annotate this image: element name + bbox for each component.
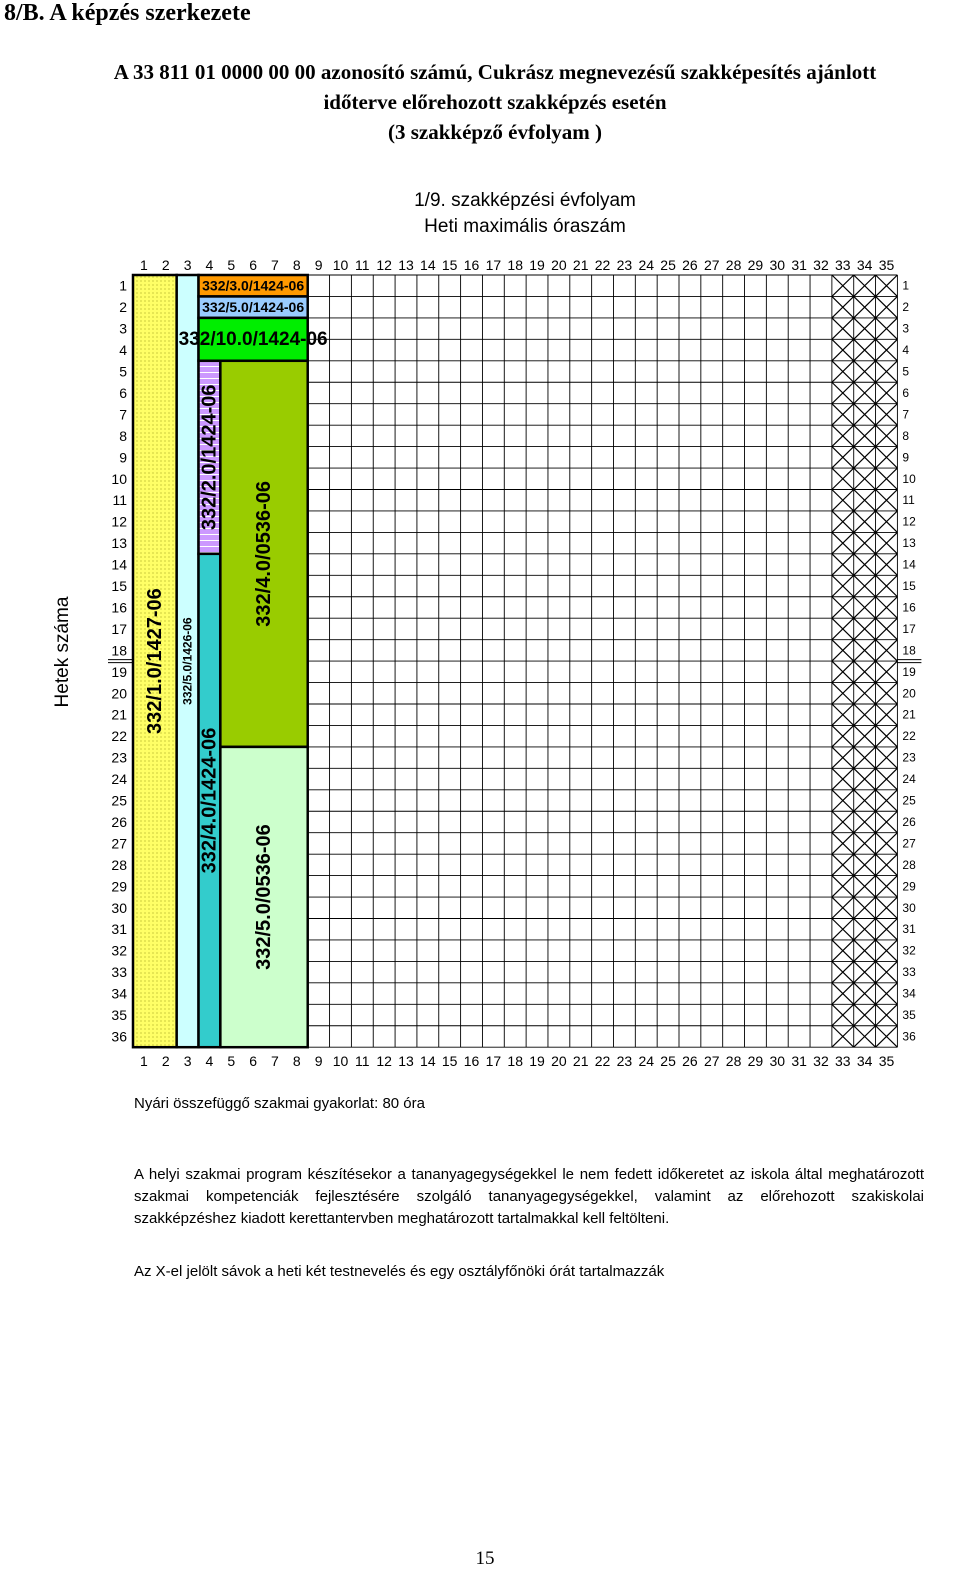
row-label-right: 26 [902,814,916,829]
column-label-top: 10 [332,257,349,273]
column-label-bottom: 23 [616,1053,633,1070]
column-label-top: 28 [725,257,742,273]
row-label-left: 31 [111,921,127,938]
row-label-left: 19 [111,663,127,680]
column-label-top: 24 [638,257,655,273]
row-label-left: 6 [119,384,127,401]
column-label-top: 17 [485,257,502,273]
column-label-bottom: 21 [572,1053,589,1070]
column-label-bottom: 9 [314,1053,323,1070]
row-label-left: 27 [111,835,127,852]
row-label-right: 20 [902,686,916,701]
column-label-bottom: 20 [551,1053,567,1070]
row-label-left: 9 [119,449,127,466]
note-paragraph-1: A helyi szakmai program készítésekor a tananyagegységekkel le nem fedett időkeretet az iskola által meghatározott szakmai kompetenciák fejlesztésére szolgáló tananyagegységekkel, valamint az előrehozott szakiskolai szakképzéshez kiadott kerettantervben meghatározott tartalmakkal kell feltölteni. [134,1166,924,1227]
page-number: 15 [475,1548,495,1569]
column-label-bottom: 34 [856,1053,873,1070]
row-label-right: 36 [902,1029,916,1044]
column-label-bottom: 7 [271,1053,279,1070]
row-label-left: 23 [111,749,127,766]
column-label-bottom: 16 [463,1053,480,1070]
column-label-top: 34 [856,257,873,273]
column-label-bottom: 32 [813,1053,829,1070]
column-label-top: 29 [747,257,764,273]
row-label-right: 22 [902,729,916,744]
column-label-top: 7 [271,257,279,273]
row-label-left: 24 [111,771,127,788]
row-label-right: 7 [902,407,910,422]
grid-title-line2: Heti maximális óraszám [424,216,626,237]
column-label-top: 8 [292,257,301,273]
row-label-left: 5 [119,363,127,380]
row-label-left: 11 [112,492,127,509]
row-label-left: 15 [111,578,127,595]
row-label-right: 11 [902,493,915,508]
row-label-left: 34 [111,985,127,1002]
module-label: 332/4.0/0536-06 [253,481,276,627]
column-label-top: 32 [813,257,829,273]
column-label-bottom: 13 [398,1053,414,1070]
column-label-bottom: 28 [725,1053,742,1070]
row-label-right: 10 [902,471,916,486]
row-label-right: 33 [902,965,916,980]
column-label-top: 30 [769,257,786,273]
row-label-right: 8 [902,428,910,443]
column-label-top: 11 [355,257,370,273]
row-label-left: 10 [111,470,127,487]
column-label-bottom: 14 [420,1053,436,1070]
column-label-bottom: 2 [161,1053,170,1070]
row-label-left: 14 [111,556,127,573]
row-label-left: 1 [119,277,127,294]
column-label-bottom: 3 [183,1053,192,1070]
column-label-top: 19 [529,257,545,273]
row-label-right: 4 [902,343,910,358]
column-label-bottom: 19 [529,1053,545,1070]
column-label-top: 1 [140,257,148,273]
column-label-bottom: 29 [747,1053,764,1070]
column-label-bottom: 6 [249,1053,258,1070]
row-label-left: 22 [111,728,127,745]
row-label-left: 4 [119,342,127,359]
module-label: 332/5.0/1424-06 [202,299,305,316]
row-label-right: 24 [902,772,916,787]
column-label-top: 35 [878,257,895,273]
row-label-right: 29 [902,879,916,894]
row-label-left: 16 [111,599,127,616]
column-label-bottom: 5 [227,1053,236,1070]
row-label-left: 30 [111,899,127,916]
row-label-left: 21 [111,706,127,723]
row-label-right: 35 [902,1008,916,1023]
row-label-right: 21 [902,707,916,722]
column-label-bottom: 8 [292,1053,301,1070]
row-label-left: 33 [111,964,127,981]
row-label-right: 16 [902,600,916,615]
row-label-right: 27 [902,836,916,851]
document-title-line3: (3 szakképző évfolyam ) [387,120,603,144]
column-label-bottom: 30 [769,1053,786,1070]
row-label-right: 23 [902,750,916,765]
column-label-bottom: 11 [355,1053,370,1070]
row-label-right: 15 [902,579,916,594]
column-label-bottom: 24 [638,1053,655,1070]
row-label-left: 18 [111,642,127,659]
row-label-right: 2 [902,300,910,315]
column-label-top: 14 [420,257,436,273]
column-label-top: 16 [463,257,480,273]
row-label-right: 32 [902,943,916,958]
module-label: 332/10.0/1424-06 [178,328,328,350]
column-label-top: 12 [376,257,392,273]
column-label-top: 31 [791,257,807,273]
column-label-bottom: 15 [441,1053,458,1070]
column-label-bottom: 31 [791,1053,807,1070]
column-label-top: 13 [398,257,414,273]
grid-title-line1: 1/9. szakképzési évfolyam [414,190,636,211]
column-label-bottom: 12 [376,1053,392,1070]
column-label-bottom: 25 [660,1053,676,1070]
column-label-top: 22 [594,257,611,273]
row-label-right: 1 [902,278,910,293]
row-label-right: 13 [902,536,916,551]
row-label-right: 3 [902,321,910,336]
row-label-right: 9 [902,450,910,465]
column-label-top: 3 [183,257,192,273]
summer-practice-text: Nyári összefüggő szakmai gyakorlat: 80 óra [134,1095,425,1112]
column-label-top: 21 [572,257,589,273]
column-label-bottom: 18 [507,1053,523,1070]
row-label-left: 3 [119,320,127,337]
row-label-left: 26 [111,813,127,830]
module-label: 332/3.0/1424-06 [202,277,305,294]
column-label-top: 6 [249,257,258,273]
column-label-top: 26 [682,257,698,273]
module-label: 332/1.0/1427-06 [143,588,166,734]
row-label-right: 30 [902,900,916,915]
column-label-top: 5 [227,257,236,273]
row-label-left: 35 [111,1007,127,1024]
row-label-right: 31 [902,922,916,937]
row-label-left: 17 [111,620,127,637]
row-label-left: 29 [111,878,127,895]
column-label-bottom: 10 [332,1053,349,1070]
note-paragraph-2: Az X-el jelölt sávok a heti két testnevelés és egy osztályfőnöki órát tartalmazzák [134,1263,665,1280]
column-label-top: 9 [314,257,323,273]
column-label-bottom: 1 [140,1053,148,1070]
row-label-left: 8 [119,427,127,444]
column-label-top: 23 [616,257,633,273]
row-label-left: 25 [111,792,127,809]
module-label: 332/5.0/1426-06 [180,617,195,705]
column-label-top: 2 [161,257,170,273]
column-label-top: 27 [703,257,720,273]
column-label-bottom: 27 [703,1053,720,1070]
column-label-top: 33 [835,257,851,273]
column-label-bottom: 33 [835,1053,851,1070]
row-label-right: 12 [902,514,916,529]
row-label-right: 6 [902,385,910,400]
column-label-top: 15 [441,257,458,273]
row-label-left: 20 [111,685,127,702]
column-label-top: 4 [205,257,214,273]
column-label-bottom: 17 [485,1053,502,1070]
row-label-right: 5 [902,364,910,379]
row-label-left: 13 [111,535,127,552]
row-label-left: 32 [111,942,127,959]
section-heading: 8/B. A képzés szerkezete [4,0,251,26]
column-label-bottom: 26 [682,1053,698,1070]
row-label-left: 2 [119,299,127,316]
column-label-top: 18 [507,257,523,273]
column-label-top: 25 [660,257,676,273]
row-label-left: 36 [111,1028,127,1045]
module-label: 332/5.0/0536-06 [253,824,276,970]
column-label-bottom: 4 [205,1053,214,1070]
column-label-bottom: 22 [594,1053,611,1070]
row-label-right: 19 [902,664,916,679]
column-label-bottom: 35 [878,1053,895,1070]
row-label-right: 28 [902,857,916,872]
row-label-right: 25 [902,793,916,808]
row-label-left: 28 [111,856,127,873]
row-label-right: 17 [902,621,916,636]
row-label-right: 18 [902,643,916,658]
row-label-right: 14 [902,557,916,572]
row-label-left: 7 [119,406,127,423]
row-label-left: 12 [111,513,127,530]
module-label: 332/2.0/1424-06 [198,384,221,531]
column-label-top: 20 [551,257,567,273]
document-title-line2: időterve előrehozott szakképzés esetén [323,90,667,114]
document-title-line1: A 33 811 01 0000 00 00 azonosító számú, Cukrász megnevezésű szakképesítés ajánlott [113,60,877,84]
module-label: 332/4.0/1424-06 [198,727,221,874]
y-axis-label: Hetek száma [52,596,73,708]
row-label-right: 34 [902,986,916,1001]
